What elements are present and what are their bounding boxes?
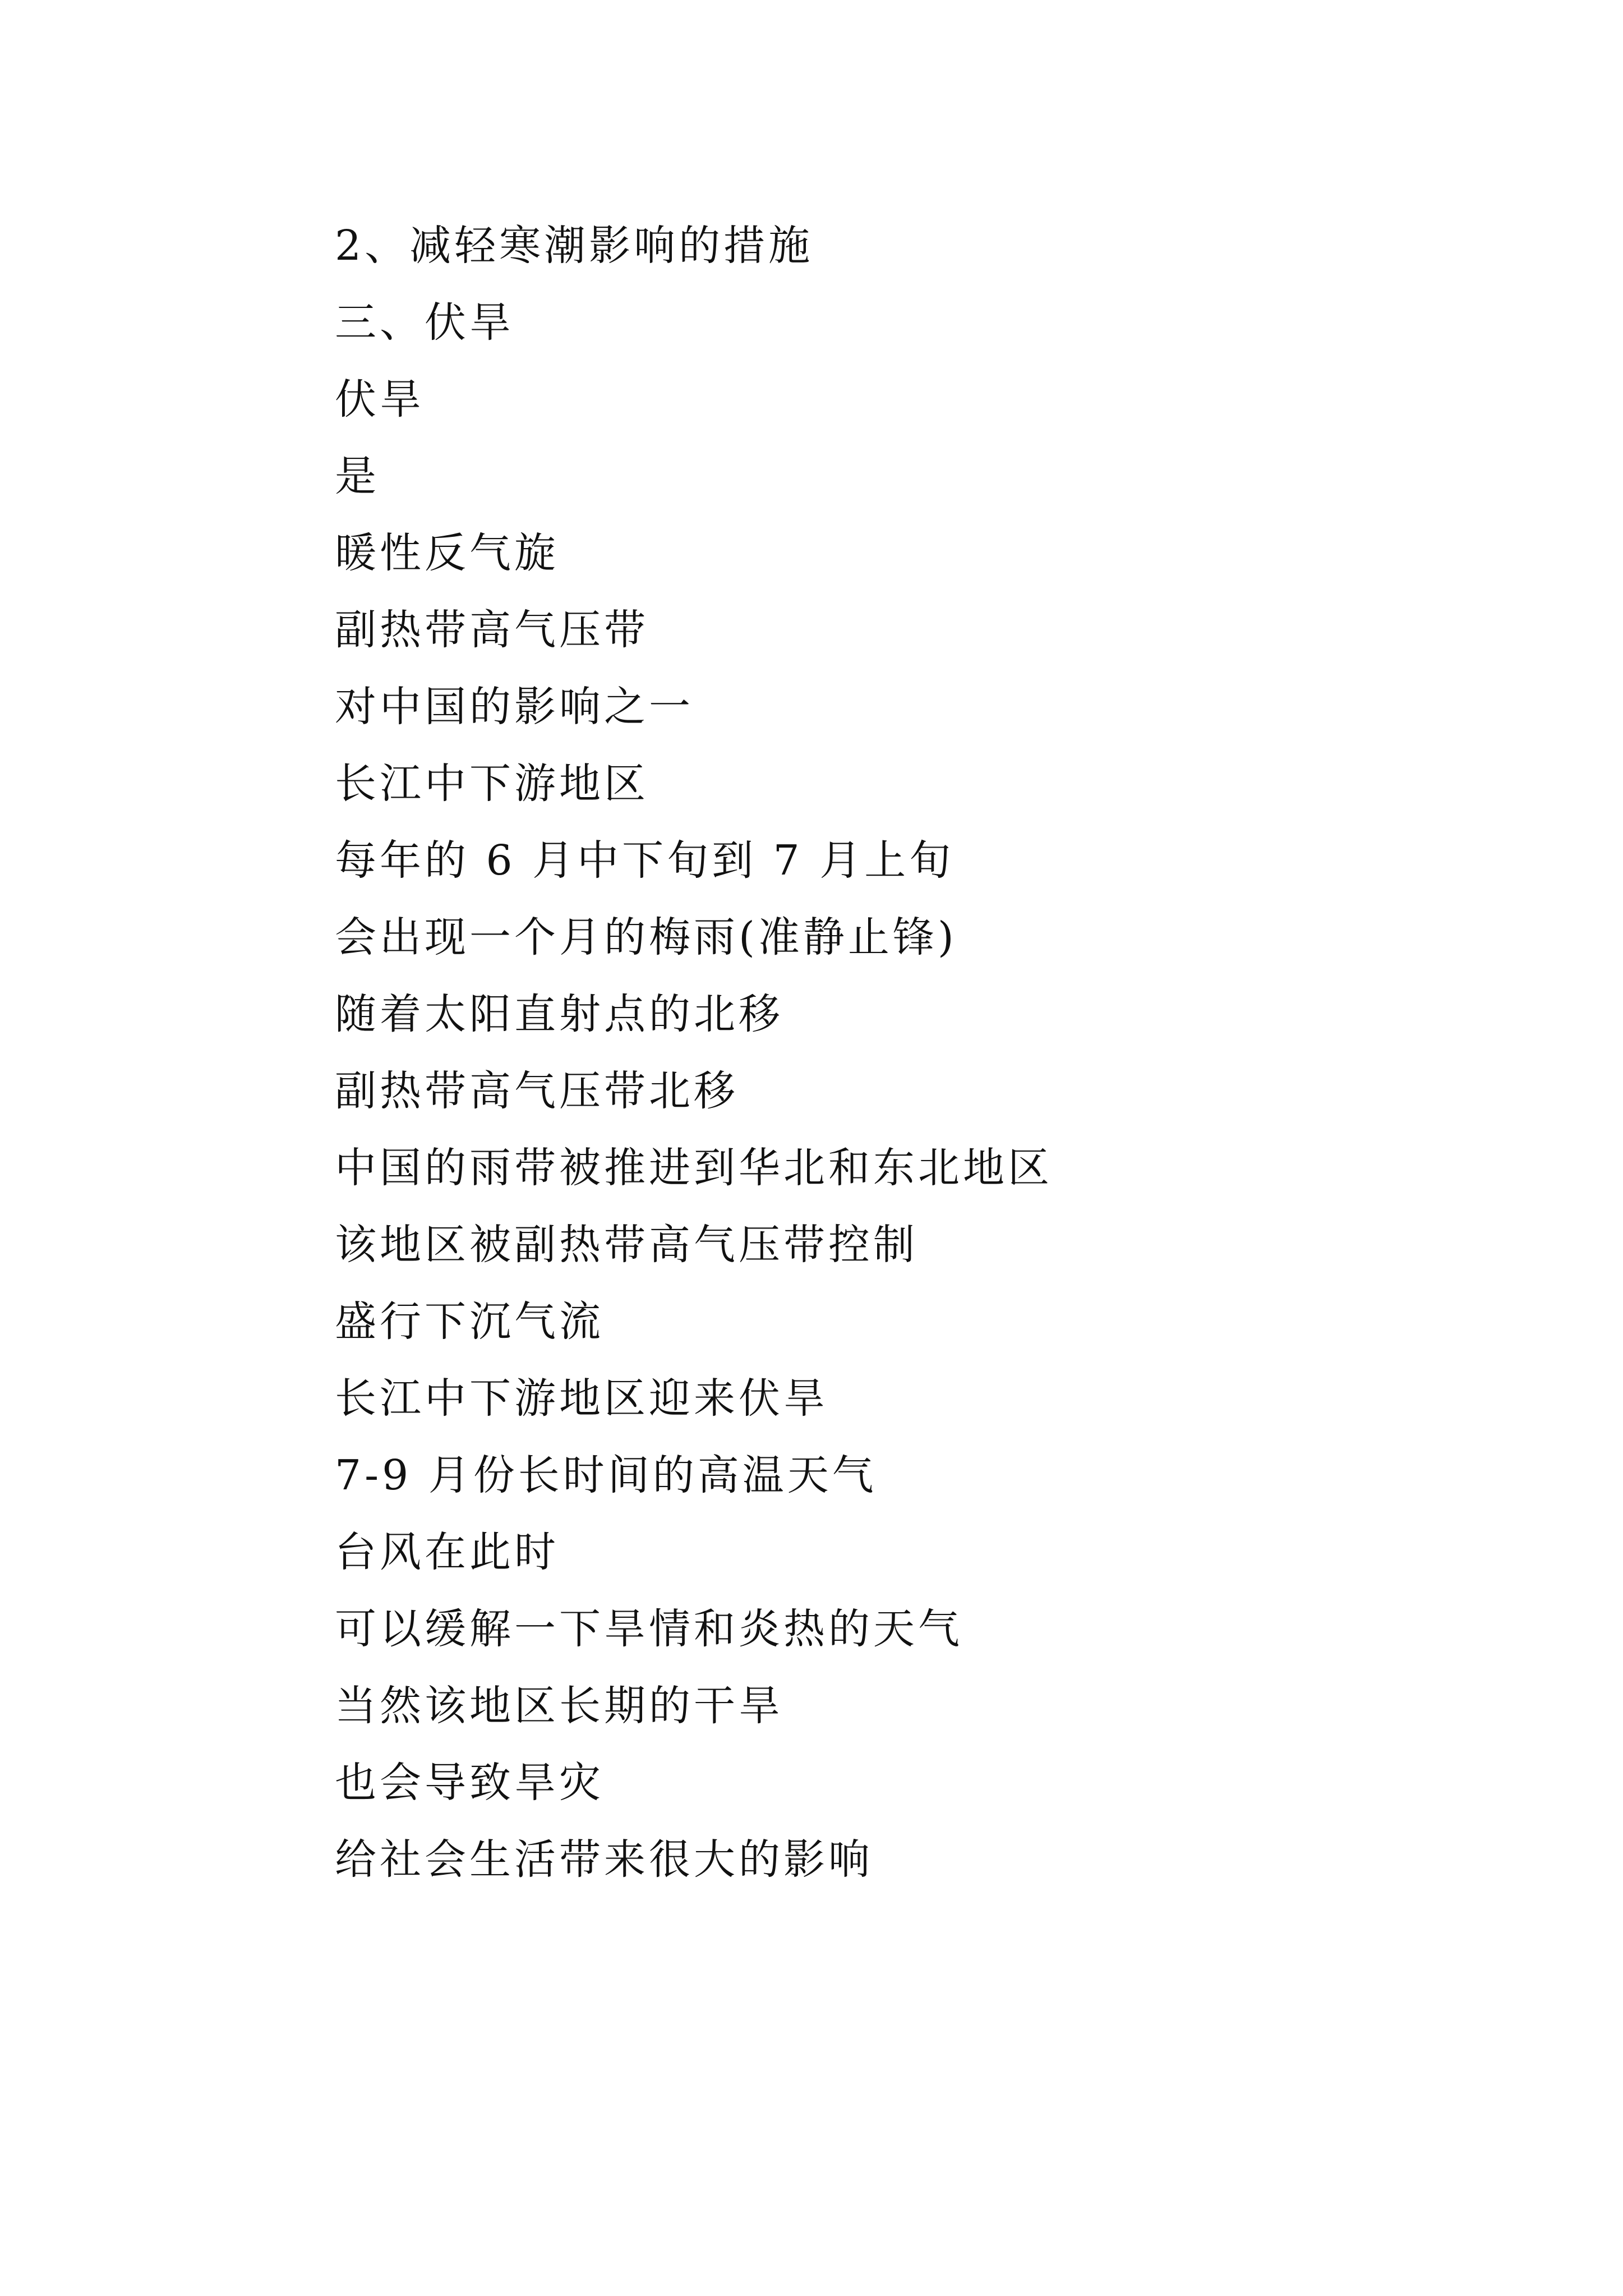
- text-line: 台风在此时: [335, 1528, 559, 1576]
- text-line: 对中国的影响之一: [335, 683, 694, 731]
- text-line: 伏旱: [335, 375, 425, 424]
- section-subheading: 2、减轻寒潮影响的措施: [335, 222, 814, 270]
- text-line: 7-9 月份长时间的高温天气: [335, 1451, 877, 1499]
- text-line: 当然该地区长期的干旱: [335, 1682, 783, 1730]
- text-line: 副热带高气压带: [335, 606, 649, 654]
- text-line: 长江中下游地区迎来伏旱: [335, 1374, 828, 1423]
- text-line: 长江中下游地区: [335, 760, 649, 808]
- text-line: 暖性反气旋: [335, 529, 559, 577]
- text-line: 每年的 6 月中下旬到 7 月上旬: [335, 836, 955, 885]
- text-line: 中国的雨带被推进到华北和东北地区: [335, 1144, 1053, 1192]
- section-heading: 三、伏旱: [335, 298, 514, 347]
- text-line: 盛行下沉气流: [335, 1297, 604, 1346]
- text-line: 可以缓解一下旱情和炎热的天气: [335, 1605, 963, 1653]
- text-line: 会出现一个月的梅雨(准静止锋): [335, 913, 957, 961]
- text-line: 给社会生活带来很大的影响: [335, 1835, 873, 1884]
- text-line: 随着太阳直射点的北移: [335, 990, 783, 1038]
- text-line: 该地区被副热带高气压带控制: [335, 1221, 918, 1269]
- text-line: 是: [335, 452, 380, 500]
- document-body: [335, 208, 1400, 1898]
- text-line: 副热带高气压带北移: [335, 1067, 739, 1115]
- text-line: 也会导致旱灾: [335, 1759, 604, 1807]
